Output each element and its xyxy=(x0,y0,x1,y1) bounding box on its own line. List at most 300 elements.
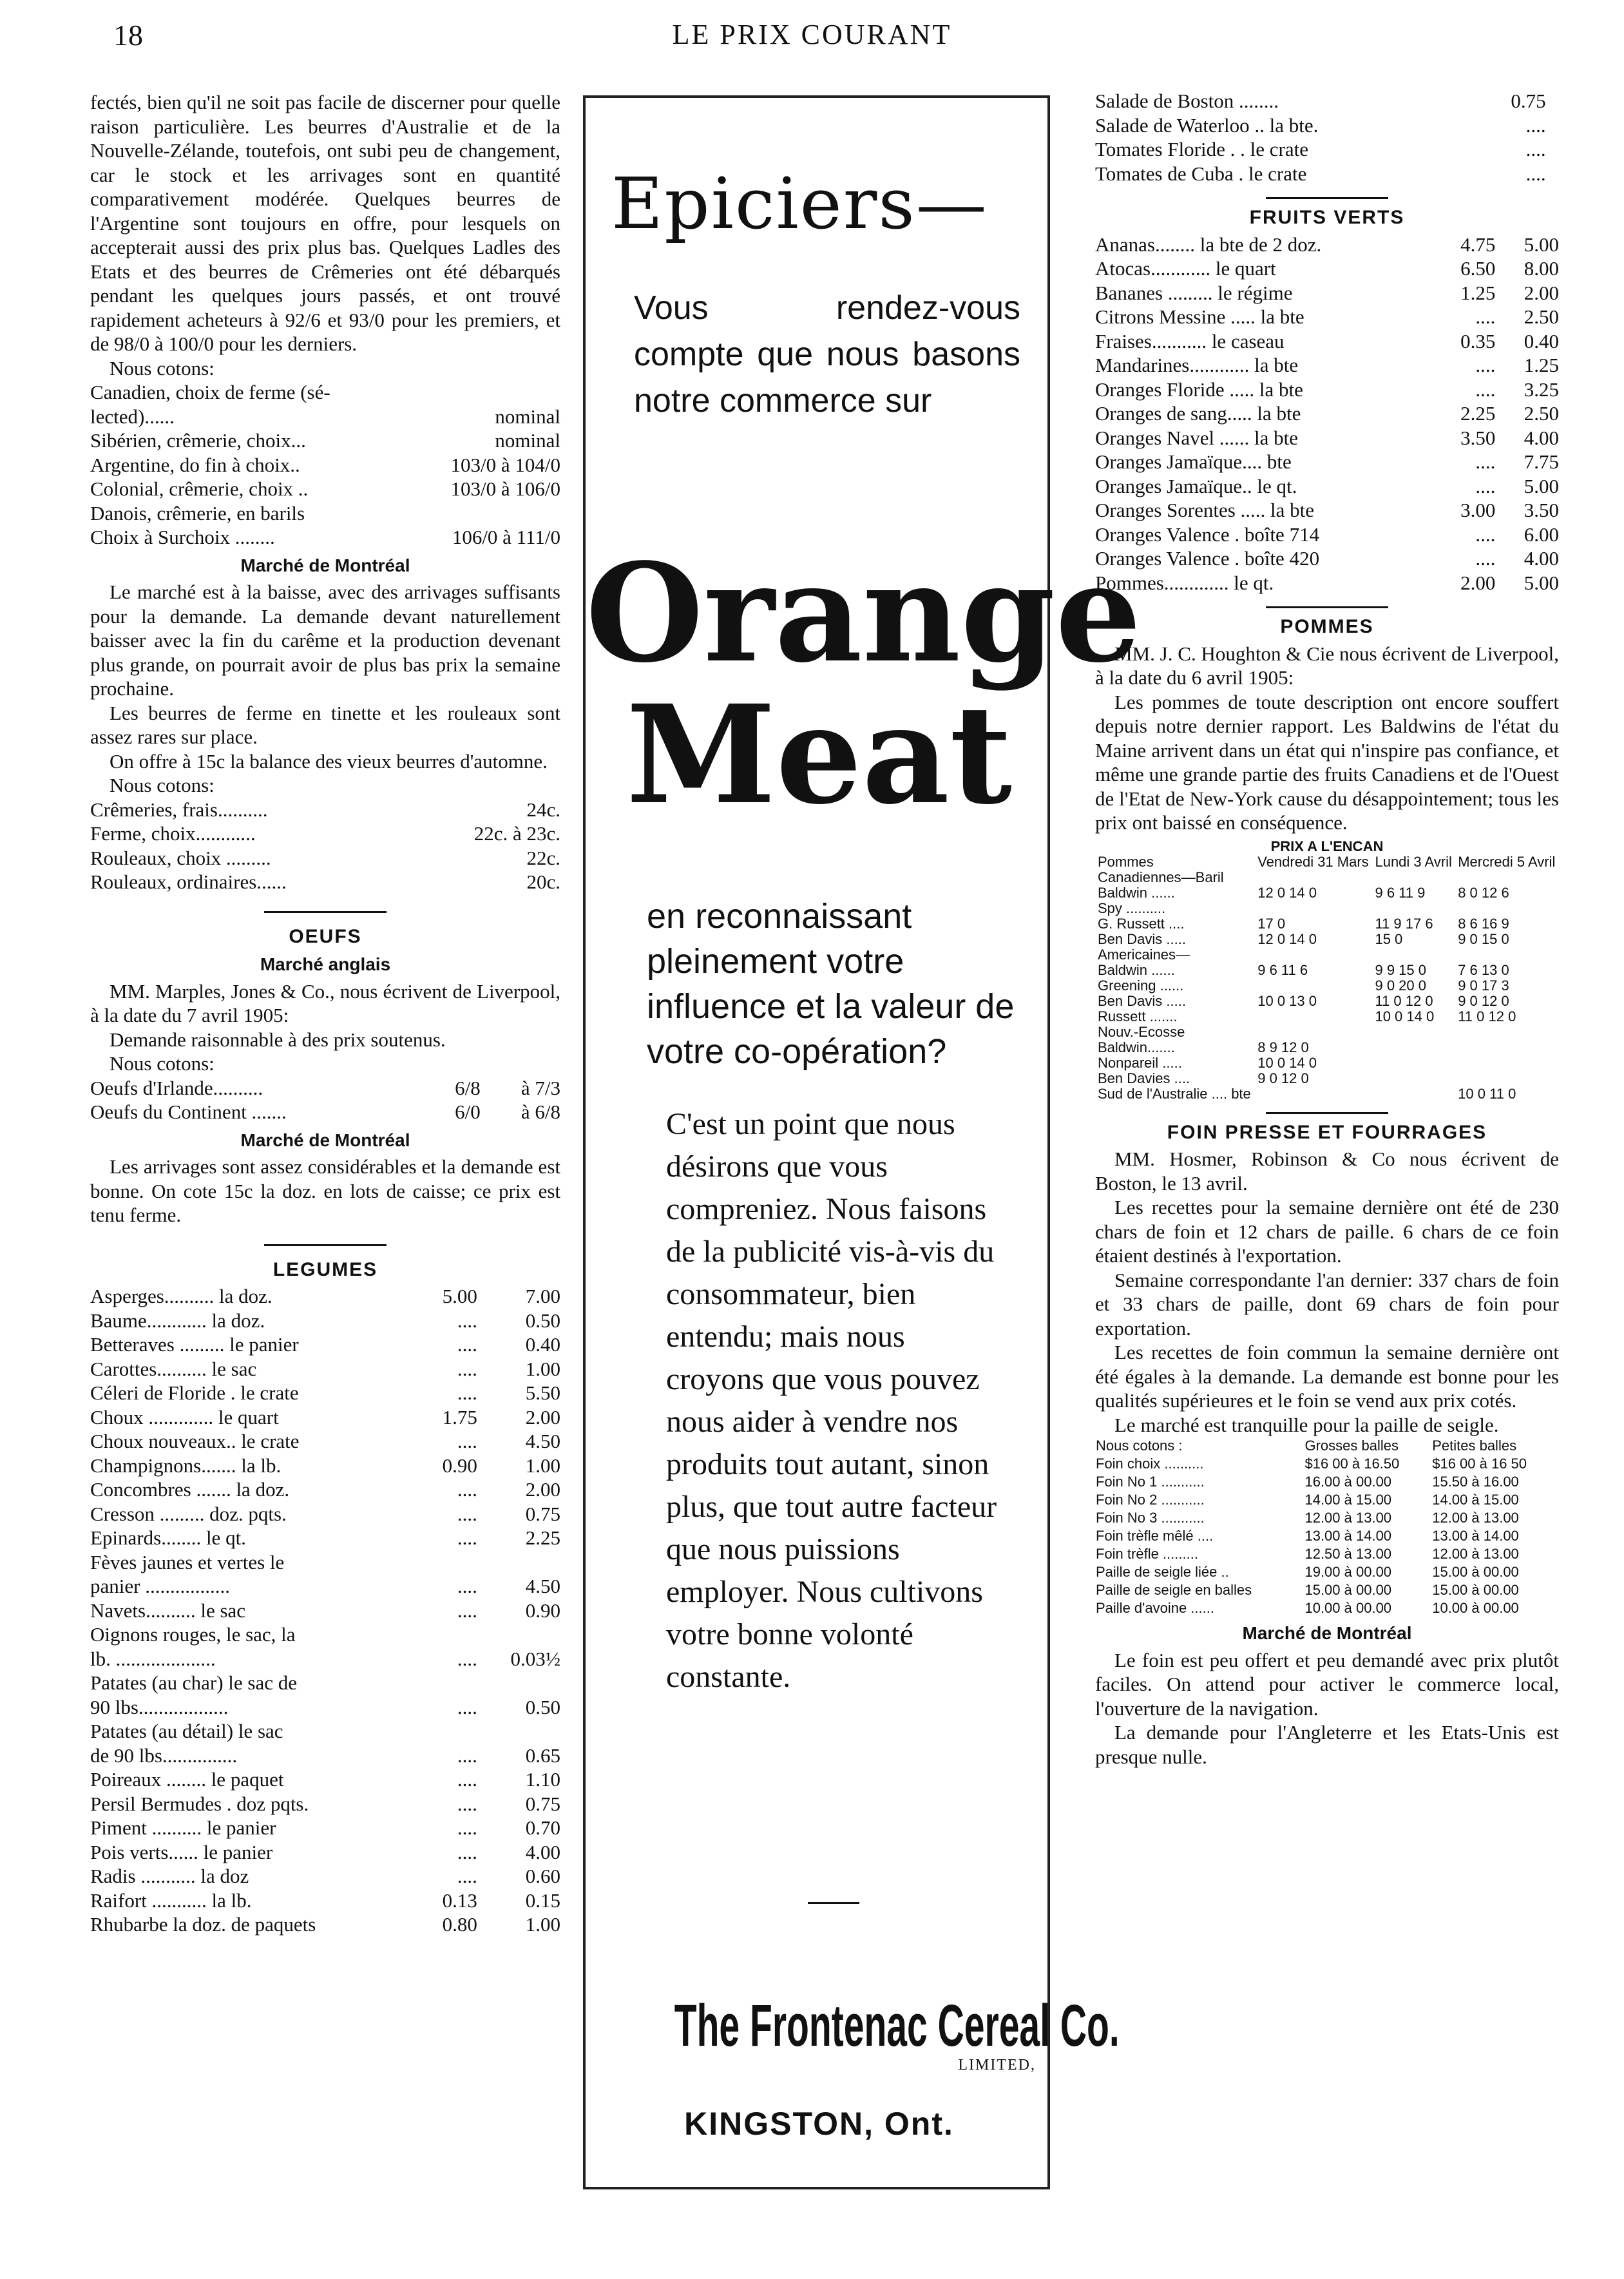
table-cell: 2.50 xyxy=(1524,402,1559,425)
ad-text: C'est un point que nous désirons que vous compreniez. Nous faisons de la publicité vis-à-vis du consommateur, bien entendu; mais nous croyons que vous pouvez nous aider à vendre nos produits tout autant, sinon plus, que tout autre facteur que nous puissions employer. Nous cultivons votre bonne volonté constante. xyxy=(666,1107,997,1694)
table-row xyxy=(90,846,560,870)
table-cell: 3.00 xyxy=(1460,499,1496,521)
section-heading: FRUITS VERTS xyxy=(1249,207,1405,228)
table-row xyxy=(1095,1527,1559,1545)
table-row xyxy=(1095,162,1559,186)
table-cell: 0.60 xyxy=(525,1865,560,1887)
table-row xyxy=(90,1864,560,1889)
table-cell xyxy=(1455,947,1559,963)
table-cell: 4.00 xyxy=(525,1840,560,1863)
table-cell: nominal xyxy=(495,405,560,428)
table-cell: Asperges.......... la doz. xyxy=(90,1285,272,1307)
table-cell: Fèves jaunes et vertes le xyxy=(90,1550,285,1573)
table-cell: Champignons....... la lb. xyxy=(90,1454,282,1477)
table-cell: 13.00 à 14.00 xyxy=(1304,1528,1392,1544)
table-cell: 1.00 xyxy=(525,1357,560,1380)
table-cell: Paille de seigle en balles xyxy=(1096,1582,1252,1598)
table-cell: .... xyxy=(457,1792,477,1815)
table-cell: 3.25 xyxy=(1524,378,1559,401)
table-row xyxy=(90,1429,560,1454)
table-cell: 9 0 17 3 xyxy=(1458,977,1509,994)
table-row xyxy=(90,1284,560,1309)
table-row xyxy=(90,870,560,894)
table-row xyxy=(90,1647,560,1671)
table-cell: Canadiennes—Baril xyxy=(1098,869,1224,885)
table-cell: Radis ........... la doz xyxy=(90,1865,249,1887)
paragraph: On offre à 15c la balance des vieux beurres d'automne. xyxy=(110,749,548,773)
table-cell: Ben Davis ..... xyxy=(1098,992,1186,1009)
table-cell xyxy=(1372,870,1455,885)
table-cell: 90 lbs.................. xyxy=(90,1695,229,1718)
table-row xyxy=(90,1574,560,1599)
paragraph: Les recettes de foin commun la semaine dernière ont été égales à la demande. La demande est bonne pour les qualités supérieures et le foin se vend aux prix cotés. xyxy=(1095,1341,1559,1412)
section-subhead: Marché anglais xyxy=(260,954,391,974)
ad-product-line2: Meat xyxy=(626,675,1013,834)
table-cell xyxy=(1372,901,1455,916)
table-cell xyxy=(477,1671,560,1695)
table-row xyxy=(90,428,560,453)
table-cell: 22c. xyxy=(526,846,560,869)
table-cell: .... xyxy=(457,1647,477,1670)
paragraph: Semaine correspondante l'an dernier: 337 chars de foin et 33 chars de paille, dont 69 chars de foin pour exportation. xyxy=(1095,1268,1559,1340)
table-cell xyxy=(416,1622,477,1647)
table-cell: 24c. xyxy=(526,798,560,821)
divider xyxy=(808,1902,859,1904)
paragraph: Les recettes pour la semaine dernière ont été de 230 chars de foin et 12 chars de paille. 6 chars de ce foin étaient destinés à l'exportation. xyxy=(1095,1196,1559,1267)
table-cell: Foin choix .......... xyxy=(1096,1456,1204,1472)
table-row xyxy=(1095,963,1559,978)
table-cell: 13.00 à 14.00 xyxy=(1432,1528,1519,1544)
table-cell: Oranges de sang..... la bte xyxy=(1095,402,1301,425)
table-cell: .... xyxy=(1525,162,1546,185)
table-cell: Nonpareil ..... xyxy=(1098,1054,1182,1071)
table-row xyxy=(1095,1024,1559,1040)
paragraph: Les pommes de toute description ont encore souffert depuis notre dernier rapport. Les Baldwins de l'état du Maine arrivent dans un état qui n'inspire pas confiance, et même une grande partie des fruits Canadiens et de l'Ouest de l'Etat de New-York cause du désappointement; tous les prix ont baissé en conséquence. xyxy=(1095,690,1559,834)
table-cell: 2.25 xyxy=(1460,402,1496,425)
table-row xyxy=(90,380,560,405)
table-cell: 20c. xyxy=(526,870,560,893)
table-row xyxy=(1095,329,1559,354)
table-cell: 0.13 xyxy=(442,1889,477,1912)
table-cell: 22c. à 23c. xyxy=(473,822,560,845)
table-cell: Pois verts...... le panier xyxy=(90,1840,273,1863)
section-subhead: Marché de Montréal xyxy=(240,1130,410,1150)
table-row xyxy=(1095,113,1559,138)
table-row xyxy=(1095,947,1559,963)
table-cell: Baume............ la doz. xyxy=(90,1309,265,1332)
table-cell: 8 6 16 9 xyxy=(1458,915,1509,932)
salad-price-table xyxy=(1095,89,1559,186)
table-cell xyxy=(477,1719,560,1744)
table-cell: Céleri de Floride . le crate xyxy=(90,1381,299,1404)
cotons-label: Nous cotons: xyxy=(110,774,215,796)
table-cell: Patates (au char) le sac de xyxy=(90,1671,298,1694)
table-cell: 5.00 xyxy=(1524,233,1559,256)
table-cell: Lundi 3 Avril xyxy=(1375,853,1452,870)
table-cell: 0.40 xyxy=(525,1333,560,1356)
table-cell: Oranges Floride ..... la bte xyxy=(1095,378,1303,401)
table-cell: Fraises........... le caseau xyxy=(1095,329,1285,352)
table-cell xyxy=(1546,137,1559,162)
table-cell: 0.40 xyxy=(1524,329,1559,352)
table-cell: Sud de l'Australie .... bte xyxy=(1098,1085,1251,1102)
table-cell: 103/0 à 104/0 xyxy=(450,453,560,476)
table-cell: .... xyxy=(457,1381,477,1404)
table-row xyxy=(1095,401,1559,426)
table-cell: Epinards........ le qt. xyxy=(90,1526,246,1549)
table-row xyxy=(1095,1086,1559,1102)
table-cell: Foin trèfle mêlé .... xyxy=(1096,1528,1214,1544)
table-row xyxy=(1095,1491,1559,1509)
table-cell: 1.00 xyxy=(525,1913,560,1936)
table-cell: 14.00 à 15.00 xyxy=(1432,1492,1519,1508)
table-row xyxy=(90,822,560,846)
table-cell: 15.50 à 16.00 xyxy=(1432,1474,1519,1490)
table-cell: 12.00 à 13.00 xyxy=(1432,1546,1519,1562)
table-cell: 12 0 14 0 xyxy=(1257,884,1317,901)
table-cell: Foin trèfle ......... xyxy=(1096,1546,1198,1562)
table-row xyxy=(90,1792,560,1816)
table-cell xyxy=(1546,162,1559,186)
table-cell: Baldwin ...... xyxy=(1098,961,1175,978)
table-row xyxy=(1095,1455,1559,1473)
table-cell: Baldwin....... xyxy=(1098,1039,1175,1055)
divider xyxy=(1266,606,1388,608)
table-cell: 103/0 à 106/0 xyxy=(450,477,560,500)
table-cell: 9 0 15 0 xyxy=(1458,930,1509,947)
table-cell: .... xyxy=(1475,305,1496,328)
table-cell: Rouleaux, choix ......... xyxy=(90,846,271,869)
table-cell: 3.50 xyxy=(1524,499,1559,521)
table-cell: Ben Davies .... xyxy=(1098,1070,1190,1086)
table-cell: Oranges Jamaïque.... bte xyxy=(1095,450,1292,473)
table-cell xyxy=(1372,1024,1455,1040)
table-row xyxy=(90,1840,560,1865)
table-cell: Oranges Sorentes ..... la bte xyxy=(1095,499,1315,521)
table-row xyxy=(90,1381,560,1405)
section-heading: POMMES xyxy=(1280,616,1374,637)
table-cell: Oranges Jamaïque.. le qt. xyxy=(1095,474,1297,497)
table-cell: Choux ............. le quart xyxy=(90,1405,279,1428)
table-cell: .... xyxy=(457,1744,477,1767)
table-cell: Paille d'avoine ...... xyxy=(1096,1600,1214,1616)
table-cell xyxy=(1372,1055,1455,1071)
table-cell xyxy=(406,380,560,405)
paragraph: MM. Hosmer, Robinson & Co nous écrivent de Boston, le 13 avril. xyxy=(1095,1148,1559,1195)
table-cell: 0.35 xyxy=(1460,329,1496,352)
table-cell: Ben Davis ..... xyxy=(1098,930,1186,947)
table-cell: Concombres ....... la doz. xyxy=(90,1478,290,1501)
table-row xyxy=(1095,885,1559,901)
table-cell: .... xyxy=(457,1478,477,1501)
table-cell: 6/0 xyxy=(455,1101,481,1123)
table-row xyxy=(90,1454,560,1478)
table-row xyxy=(1095,450,1559,474)
table-cell: Greening ...... xyxy=(1098,977,1184,994)
table-cell: 9 0 12 0 xyxy=(1458,992,1509,1009)
table-row xyxy=(1095,256,1559,281)
table-row xyxy=(1095,870,1559,885)
table-cell: 4.50 xyxy=(525,1575,560,1597)
table-cell: .... xyxy=(1475,450,1496,473)
table-cell xyxy=(1372,1086,1455,1102)
encan-title: PRIX A L'ENCAN xyxy=(1270,838,1384,854)
table-cell: 9 6 11 6 xyxy=(1257,961,1308,978)
table-cell: Carottes.......... le sac xyxy=(90,1357,257,1380)
table-cell xyxy=(1372,947,1455,963)
table-cell: Cresson ......... doz. pqts. xyxy=(90,1502,287,1525)
table-cell: Petites balles xyxy=(1432,1438,1517,1454)
table-cell xyxy=(406,501,560,526)
table-cell: Spy .......... xyxy=(1098,899,1166,916)
table-cell: Colonial, crêmerie, choix .. xyxy=(90,477,309,500)
table-row xyxy=(90,525,560,550)
table-cell xyxy=(1255,1086,1372,1102)
table-cell: 15.00 à 00.00 xyxy=(1432,1582,1519,1598)
table-cell: .... xyxy=(457,1430,477,1452)
table-cell: 0.75 xyxy=(525,1792,560,1815)
table-cell: .... xyxy=(1475,474,1496,497)
table-row xyxy=(1095,571,1559,595)
running-head: LE PRIX COURANT xyxy=(672,19,952,50)
table-cell: Salade de Boston ........ xyxy=(1095,90,1279,112)
table-cell: .... xyxy=(457,1502,477,1525)
table-row xyxy=(1095,353,1559,378)
table-cell xyxy=(1546,113,1559,138)
table-row xyxy=(1095,1009,1559,1024)
butter-intro-paragraph: fectés, bien qu'il ne soit pas facile de discerner pour quelle raison particulière. Les beurres d'Australie et de la Nouvelle-Zélande, toutefois, ont subi peu de changement, car le stock et les arrivages sont en quantité comparativement modérée. Quelques beurres de l'Argentine sont toujours en offre, pour lesquels on accepterait aussi des prix plus bas. Quelques Ladles des Etats et des beurres de Crêmeries ont été débarqués pendant les quelques jours passés, et ont trouvé rapidement acheteurs à 92/6 et 93/0 pour les premiers, et de 98/0 à 100/0 pour les derniers. xyxy=(90,91,560,355)
table-cell: 0.70 xyxy=(525,1816,560,1839)
table-cell: 0.90 xyxy=(525,1599,560,1622)
table-cell: 1.25 xyxy=(1460,281,1496,304)
table-cell: 10 0 14 0 xyxy=(1257,1054,1317,1071)
table-cell: Oranges Valence . boîte 714 xyxy=(1095,523,1320,546)
vegetables-price-table xyxy=(90,1284,560,1937)
table-cell: 15 0 xyxy=(1375,930,1403,947)
table-row xyxy=(1095,1473,1559,1491)
page-number: 18 xyxy=(113,19,143,52)
table-cell: Ferme, choix............ xyxy=(90,822,256,845)
table-cell: Patates (au détail) le sac xyxy=(90,1720,283,1742)
table-row xyxy=(90,1502,560,1526)
table-cell: Bananes ......... le régime xyxy=(1095,281,1293,304)
paragraph: MM. J. C. Houghton & Cie nous écrivent de Liverpool, à la date du 6 avril 1905: xyxy=(1095,642,1559,689)
ad-limited: LIMITED, xyxy=(958,2057,1036,2073)
table-cell xyxy=(1455,901,1559,916)
table-cell: .... xyxy=(1475,354,1496,376)
table-cell: à 7/3 xyxy=(521,1076,560,1099)
table-cell: 2.00 xyxy=(525,1405,560,1428)
table-cell: Foin No 1 ........... xyxy=(1096,1474,1205,1490)
table-cell: Atocas............ le quart xyxy=(1095,257,1276,280)
table-cell: 11 0 12 0 xyxy=(1458,1008,1516,1024)
table-cell: 0.80 xyxy=(442,1913,477,1936)
table-row xyxy=(1095,89,1559,113)
table-row xyxy=(90,1599,560,1623)
table-cell: .... xyxy=(457,1599,477,1622)
table-cell: 10 0 11 0 xyxy=(1458,1085,1516,1102)
table-row xyxy=(1095,1563,1559,1581)
table-cell: lb. .................... xyxy=(90,1647,216,1670)
table-cell: 6/8 xyxy=(455,1076,481,1099)
table-cell: 8.00 xyxy=(1524,257,1559,280)
table-row xyxy=(1095,1581,1559,1599)
cotons-label: Nous cotons: xyxy=(110,1052,215,1075)
table-row xyxy=(90,501,560,526)
table-cell: .... xyxy=(1525,113,1546,137)
table-cell: Navets.......... le sac xyxy=(90,1599,246,1622)
table-row xyxy=(90,1767,560,1792)
table-cell: Persil Bermudes . doz pqts. xyxy=(90,1792,309,1815)
table-cell: Oignons rouges, le sac, la xyxy=(90,1623,296,1646)
table-cell: 5.50 xyxy=(525,1381,560,1404)
table-row xyxy=(1095,426,1559,450)
table-row xyxy=(1095,994,1559,1009)
table-cell xyxy=(1255,870,1372,885)
table-cell: Poireaux ........ le paquet xyxy=(90,1768,284,1791)
table-cell: Raifort ........... la lb. xyxy=(90,1889,252,1912)
ad-heading: Epiciers— xyxy=(611,162,988,245)
table-row xyxy=(1095,932,1559,947)
table-cell: 2.25 xyxy=(525,1526,560,1549)
cotons-label: Nous cotons: xyxy=(110,356,215,380)
table-cell: Foin No 3 ........... xyxy=(1096,1510,1205,1526)
table-row xyxy=(1095,1545,1559,1563)
table-cell: Danois, crêmerie, en barils xyxy=(90,501,305,524)
table-cell: 9 0 20 0 xyxy=(1375,977,1426,994)
column-right xyxy=(1095,89,1559,1769)
table-row xyxy=(1095,1599,1559,1617)
table-cell: Rhubarbe la doz. de paquets xyxy=(90,1913,316,1936)
table-row xyxy=(90,453,560,477)
table-row xyxy=(90,1889,560,1913)
table-cell: 0.75 xyxy=(1511,90,1546,112)
table-cell: Baldwin ...... xyxy=(1098,884,1175,901)
table-cell: Piment .......... le panier xyxy=(90,1816,276,1839)
table-cell xyxy=(416,1719,477,1744)
table-cell: Salade de Waterloo .. la bte. xyxy=(1095,113,1319,137)
table-cell: .... xyxy=(457,1768,477,1791)
table-cell: $16 00 à 16.50 xyxy=(1304,1456,1400,1472)
table-row xyxy=(1095,854,1559,870)
table-cell: 0.75 xyxy=(525,1502,560,1525)
table-cell: 0.90 xyxy=(442,1454,477,1477)
table-cell: 1.00 xyxy=(525,1454,560,1477)
table-cell: Oeufs d'Irlande.......... xyxy=(90,1076,263,1099)
table-cell xyxy=(1455,1055,1559,1071)
table-cell: panier ................. xyxy=(90,1575,230,1597)
table-cell: Betteraves ......... le panier xyxy=(90,1333,299,1356)
table-row xyxy=(1095,1071,1559,1086)
table-cell: 4.00 xyxy=(1524,547,1559,570)
section-subhead: Marché de Montréal xyxy=(1242,1623,1412,1643)
table-cell: Sibérien, crêmerie, choix... xyxy=(90,429,306,452)
table-row xyxy=(90,1357,560,1381)
table-cell: Oranges Navel ...... la bte xyxy=(1095,426,1299,449)
table-row xyxy=(90,405,560,429)
table-row xyxy=(1095,1509,1559,1527)
table-cell: 1.75 xyxy=(442,1405,477,1428)
table-cell: Choux nouveaux.. le crate xyxy=(90,1430,300,1452)
table-cell xyxy=(1255,947,1372,963)
table-cell: 3.50 xyxy=(1460,426,1496,449)
table-cell xyxy=(1546,89,1559,113)
table-cell: 16.00 à 00.00 xyxy=(1304,1474,1392,1490)
paragraph: Le foin est peu offert et peu demandé avec prix plutôt faciles. On attend pour activer le commerce local, l'ouverture de la navigation. xyxy=(1095,1648,1559,1720)
table-row xyxy=(1095,233,1559,257)
table-cell: Russett ....... xyxy=(1098,1008,1178,1024)
table-row xyxy=(90,1671,560,1695)
table-cell xyxy=(1255,1024,1372,1040)
table-row xyxy=(1095,137,1559,162)
table-row xyxy=(90,1076,560,1101)
table-cell: Mandarines............ la bte xyxy=(1095,354,1299,376)
table-cell: .... xyxy=(457,1695,477,1718)
table-cell: Grosses balles xyxy=(1304,1438,1399,1454)
table-cell: $16 00 à 16 50 xyxy=(1432,1456,1527,1472)
table-cell: 17 0 xyxy=(1257,915,1286,932)
table-cell: Choix à Surchoix ........ xyxy=(90,526,275,548)
ad-text: en reconnaissant pleinement votre influence et la valeur de votre co-opération? xyxy=(647,897,1015,1071)
table-cell: 15.00 à 00.00 xyxy=(1304,1582,1392,1598)
paragraph: Les beurres de ferme en tinette et les rouleaux sont assez rares sur place. xyxy=(90,701,560,748)
divider xyxy=(264,911,387,913)
table-cell: 0.50 xyxy=(525,1695,560,1718)
table-cell: 14.00 à 15.00 xyxy=(1304,1492,1392,1508)
table-cell: Foin No 2 ........... xyxy=(1096,1492,1205,1508)
table-cell: 1.10 xyxy=(525,1768,560,1791)
table-cell: .... xyxy=(457,1865,477,1887)
table-cell: 5.00 xyxy=(1524,474,1559,497)
ad-product-name xyxy=(586,534,1142,834)
table-cell: 2.00 xyxy=(1524,281,1559,304)
table-row xyxy=(90,1477,560,1502)
table-row xyxy=(1095,1437,1559,1455)
hay-price-table xyxy=(1095,1437,1559,1617)
table-row xyxy=(90,1332,560,1357)
table-row xyxy=(90,1912,560,1937)
table-cell xyxy=(1255,978,1372,994)
table-cell: 12.00 à 13.00 xyxy=(1432,1510,1519,1526)
divider xyxy=(264,1244,387,1246)
table-row xyxy=(90,1100,560,1124)
table-cell: 0.15 xyxy=(525,1889,560,1912)
table-cell xyxy=(1372,1040,1455,1055)
table-row xyxy=(1095,978,1559,994)
table-cell: Paille de seigle liée .. xyxy=(1096,1564,1229,1580)
table-cell: 10 0 14 0 xyxy=(1375,1008,1435,1024)
table-cell: 7.00 xyxy=(525,1285,560,1307)
paragraph: Demande raisonnable à des prix soutenus. xyxy=(110,1028,446,1051)
table-row xyxy=(90,1622,560,1647)
table-row xyxy=(90,1816,560,1840)
table-row xyxy=(1095,498,1559,523)
table-cell: .... xyxy=(1475,378,1496,401)
paragraph: Le marché est à la baisse, avec des arrivages suffisants pour la demande. La demande devant naturellement baisser avec la fin du carême et la production devenant plus grande, on pourrait avoir de plus bas prix la semaine prochaine. xyxy=(90,581,560,700)
table-cell: 8 9 12 0 xyxy=(1257,1039,1309,1055)
table-cell: 9 9 15 0 xyxy=(1375,961,1426,978)
table-cell: Oeufs du Continent ....... xyxy=(90,1101,287,1123)
table-cell: .... xyxy=(1475,523,1496,546)
butter-montreal-table xyxy=(90,798,560,894)
table-cell: lected)...... xyxy=(90,405,175,428)
table-cell: 9 0 12 0 xyxy=(1257,1070,1309,1086)
table-cell: .... xyxy=(457,1816,477,1839)
table-row xyxy=(1095,1055,1559,1071)
table-cell: 1.25 xyxy=(1524,354,1559,376)
table-row xyxy=(90,1695,560,1720)
table-row xyxy=(90,1526,560,1550)
